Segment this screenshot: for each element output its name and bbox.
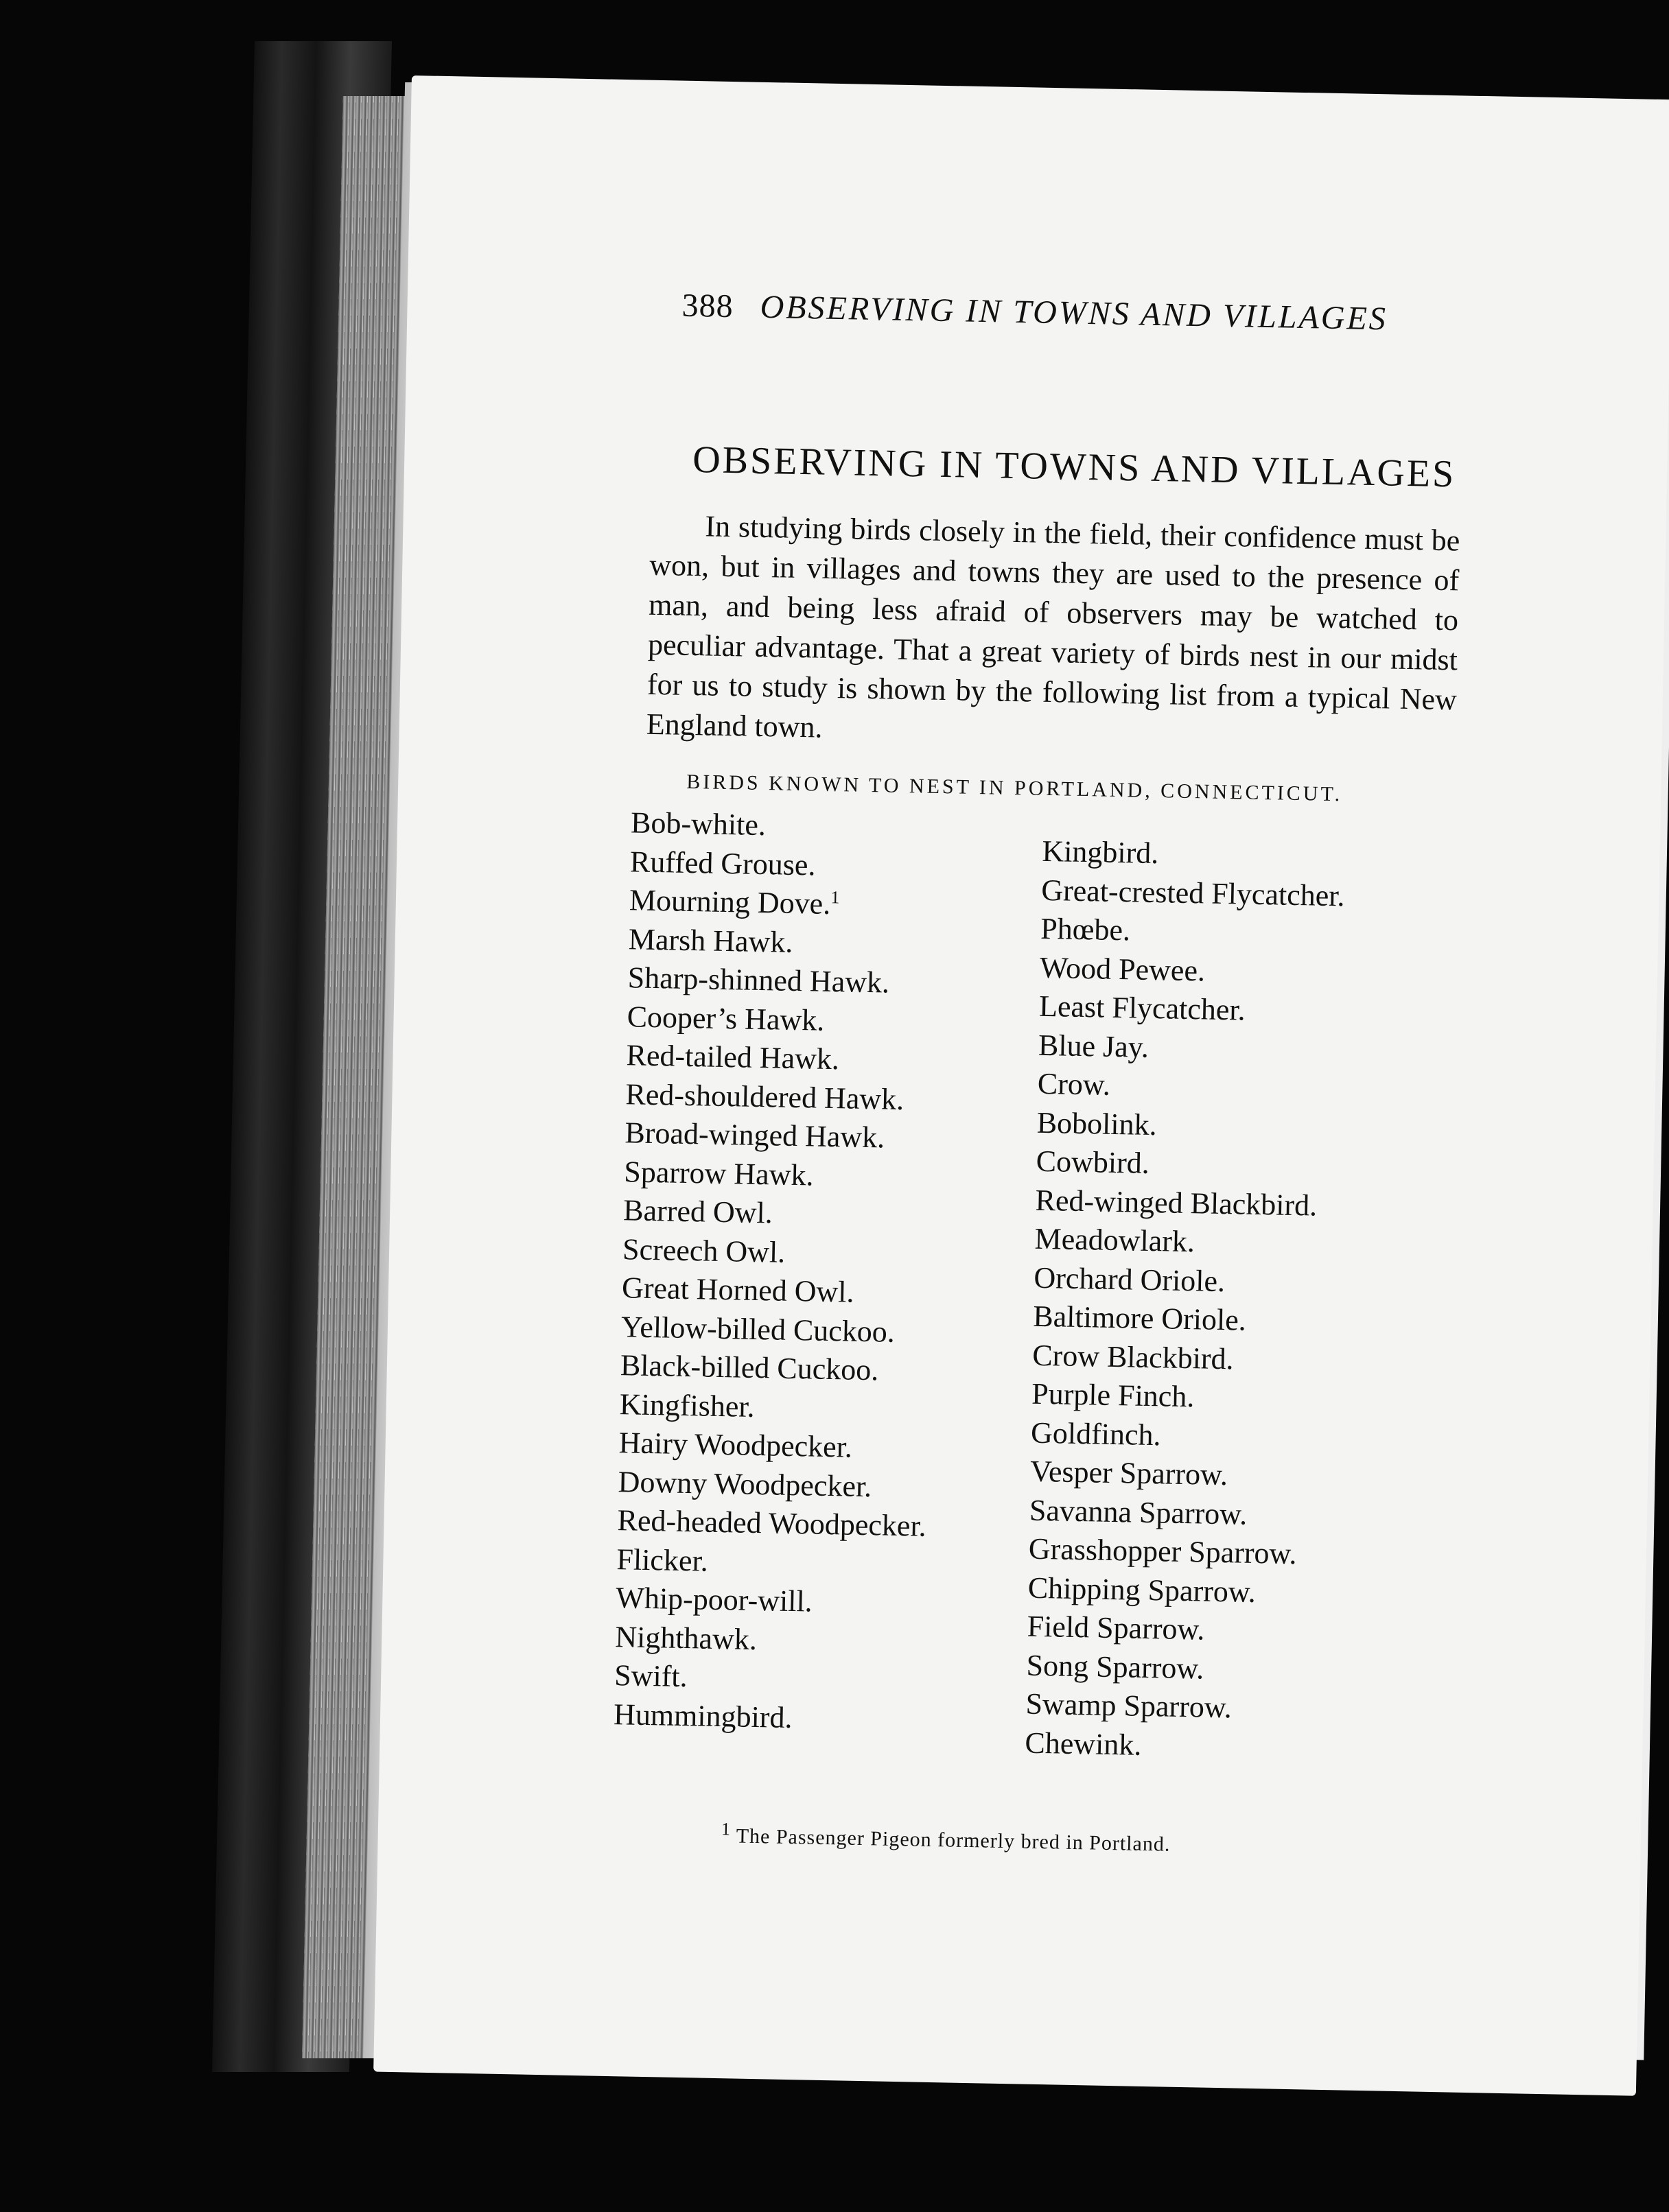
list-item: [618, 1463, 927, 1507]
list-item: [1033, 1297, 1337, 1342]
bird-name: Sharp-shinned Hawk.: [627, 961, 890, 1000]
list-item: [615, 1618, 924, 1662]
page-content: [373, 75, 1669, 2096]
list-item: [1025, 1685, 1329, 1730]
footnote: [721, 1819, 1171, 1857]
bird-name: Mourning Dove.: [629, 883, 831, 921]
footnote-ref: 1: [830, 887, 840, 908]
bird-name: Marsh Hawk.: [628, 921, 793, 959]
list-item: [619, 1385, 929, 1430]
bird-name: Goldfinch.: [1030, 1415, 1162, 1452]
bird-name: Whip-poor-will.: [615, 1581, 813, 1619]
list-item: [1036, 1142, 1340, 1187]
list-item: [1028, 1530, 1332, 1575]
bird-name: Purple Finch.: [1031, 1376, 1195, 1414]
list-item: [1027, 1568, 1331, 1613]
list-item: [1040, 910, 1344, 954]
list-item: [631, 803, 940, 848]
list-item: [628, 920, 937, 965]
bird-name: Chewink.: [1025, 1726, 1142, 1762]
list-heading: BIRDS KNOWN TO NEST IN PORTLAND, CONNECTICUT.: [686, 770, 1343, 806]
list-item: [1031, 1413, 1335, 1458]
bird-name: Least Flycatcher.: [1038, 989, 1246, 1027]
bird-name: Hairy Woodpecker.: [618, 1426, 853, 1464]
list-item: [1032, 1336, 1336, 1380]
bird-name: Red-headed Woodpecker.: [617, 1503, 927, 1543]
list-item: [1027, 1608, 1331, 1652]
list-item: [1034, 1258, 1338, 1303]
list-item: [616, 1579, 925, 1623]
list-item: [622, 1230, 932, 1275]
list-item: [625, 1075, 935, 1120]
list-item: [620, 1346, 929, 1391]
bird-name: Downy Woodpecker.: [618, 1464, 872, 1503]
list-item: [1025, 1723, 1329, 1768]
list-item: [1026, 1646, 1330, 1691]
bird-name: Orchard Oriole.: [1034, 1260, 1226, 1298]
list-item: [625, 1114, 934, 1158]
list-item: [1031, 1375, 1335, 1420]
list-item: [627, 958, 937, 1003]
bird-name: Blue Jay.: [1038, 1028, 1149, 1064]
bird-name: Great Horned Owl.: [621, 1271, 855, 1309]
bird-name: Cooper’s Hawk.: [627, 999, 825, 1037]
list-item: [627, 998, 936, 1042]
footnote-marker: 1: [721, 1819, 732, 1839]
list-item: [626, 1036, 935, 1081]
bird-name: Flicker.: [616, 1542, 709, 1578]
list-item: [1038, 1026, 1342, 1070]
list-item: [630, 843, 939, 887]
list-item: [1030, 1452, 1334, 1497]
list-item: [614, 1656, 924, 1701]
intro-paragraph: In studying birds closely in the field, their confidence must be won, but in villages and towns they are used to the presence of man, and being less afraid of observers may be watched to peculiar advantage. That a great variety of birds nest in our midst for us to study is shown by the following list from a typical New England town.: [646, 509, 1460, 744]
bird-name: Great-crested Flycatcher.: [1040, 873, 1345, 913]
list-item: [1029, 1491, 1333, 1536]
bird-name: Baltimore Oriole.: [1032, 1299, 1247, 1337]
bird-list-left: [614, 803, 940, 1739]
bird-name: Bob-white.: [630, 805, 767, 843]
bird-name: Swift.: [614, 1658, 688, 1694]
bird-name: Crow Blackbird.: [1031, 1338, 1235, 1376]
bird-list-right: [1025, 832, 1346, 1768]
list-item: [1039, 987, 1343, 1032]
list-item: [614, 1695, 923, 1740]
bird-name: Meadowlark.: [1034, 1221, 1195, 1259]
bird-name: Vesper Sparrow.: [1029, 1454, 1228, 1492]
page-number: 388: [681, 287, 734, 325]
list-item: [1040, 948, 1344, 993]
bird-name: Wood Pewee.: [1039, 950, 1206, 987]
running-head-text: OBSERVING IN TOWNS AND VILLAGES: [760, 288, 1388, 338]
bird-name: Red-tailed Hawk.: [626, 1038, 840, 1076]
bird-name: Cowbird.: [1036, 1144, 1150, 1180]
bird-name: Field Sparrow.: [1027, 1609, 1205, 1647]
list-item: [622, 1269, 931, 1313]
bird-name: Grasshopper Sparrow.: [1028, 1531, 1297, 1571]
list-item: [1035, 1181, 1339, 1225]
list-item: [1042, 832, 1346, 877]
bird-name: Red-shouldered Hawk.: [625, 1076, 904, 1116]
bird-name: Bobolink.: [1036, 1105, 1158, 1142]
bird-name: Phœbe.: [1040, 911, 1131, 948]
list-item: [624, 1153, 933, 1197]
bird-name: Hummingbird.: [613, 1697, 793, 1734]
bird-name: Barred Owl.: [622, 1193, 773, 1230]
bird-name: Red-winged Blackbird.: [1035, 1183, 1318, 1223]
bird-name: Savanna Sparrow.: [1029, 1493, 1248, 1531]
bird-name: Swamp Sparrow.: [1025, 1686, 1233, 1725]
bird-name: Nighthawk.: [614, 1619, 758, 1656]
book-page: [373, 75, 1669, 2096]
running-head: [681, 287, 1388, 338]
list-item: [617, 1501, 926, 1546]
bird-name: Song Sparrow.: [1026, 1648, 1204, 1686]
bird-name: Crow.: [1037, 1066, 1111, 1102]
bird-name: Yellow-billed Cuckoo.: [620, 1309, 896, 1349]
bird-name: Kingfisher.: [619, 1387, 756, 1424]
bird-name: Broad-winged Hawk.: [625, 1116, 885, 1155]
footnote-text: The Passenger Pigeon formerly bred in Portland.: [736, 1824, 1171, 1856]
bird-name: Sparrow Hawk.: [623, 1154, 814, 1192]
list-item: [1036, 1103, 1340, 1148]
list-item: [616, 1540, 926, 1585]
list-item: [618, 1424, 928, 1468]
list-item: [629, 881, 938, 926]
list-item: [1041, 871, 1345, 915]
section-title: OBSERVING IN TOWNS AND VILLAGES: [692, 438, 1456, 496]
bird-name: Black-billed Cuckoo.: [620, 1348, 879, 1387]
bird-name: Ruffed Grouse.: [629, 844, 816, 882]
bird-name: Screech Owl.: [622, 1232, 786, 1269]
list-item: [1037, 1065, 1341, 1109]
list-item: [1034, 1220, 1338, 1264]
bird-name: Kingbird.: [1041, 834, 1159, 871]
list-item: [623, 1191, 933, 1236]
bird-name: Chipping Sparrow.: [1027, 1570, 1257, 1609]
list-item: [620, 1308, 930, 1352]
